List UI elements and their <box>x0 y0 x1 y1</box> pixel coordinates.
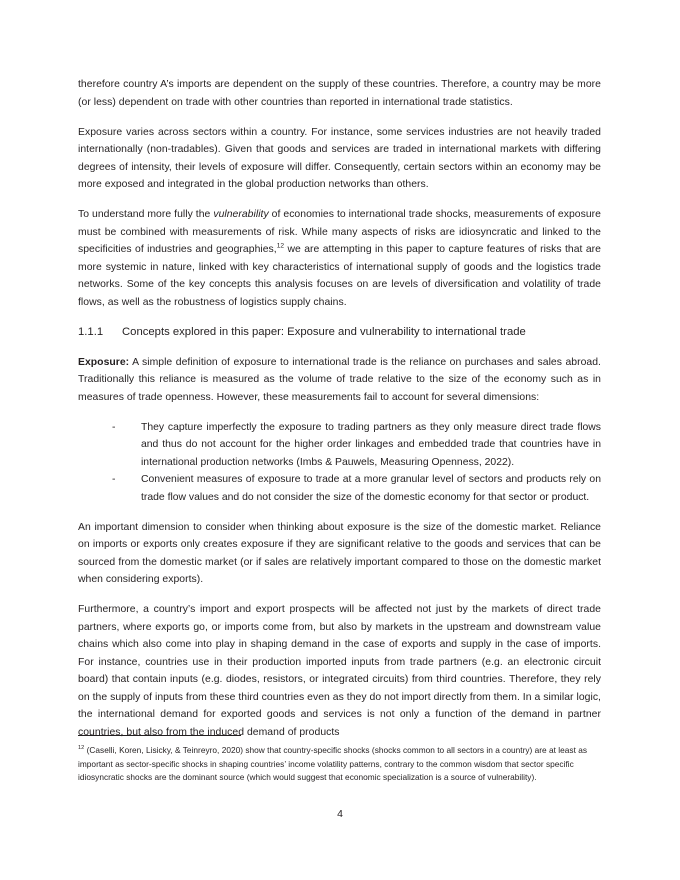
paragraph-vulnerability-risk <box>78 206 601 311</box>
paragraph-domestic-market-size: An important dimension to consider when thinking about exposure is the size of the domestic market. Reliance on imports or exports only creates exposure if they are significant relative to the goods and services that can be sourced from the domestic market (or if sales are relatively important compared to those on the domestic market when considering exports). <box>78 521 601 585</box>
paragraph-vulnerability-text-part1: To understand more fully the <box>78 209 214 220</box>
footnote-text: (Caselli, Koren, Lisicky, & Teinreyro, 2020) show that country-specific shocks (shocks common to all sectors in a country) are at least as important as sector-specific shocks in shaping countries’ income volatility patterns, contrary to the common wisdom that sector specific idiosyncratic shocks are the dominant source (which would suggest that economic specialization is a source of vulnerability). <box>78 745 588 783</box>
footnote-separator-rule <box>78 735 241 736</box>
section-heading-title: Concepts explored in this paper: Exposure and vulnerability to international trade <box>122 325 526 338</box>
paragraph-exposure-varies-sectors: Exposure varies across sectors within a country. For instance, some services industries are not heavily traded internationally (non-tradables). Given that goods and services are traded in international markets with differing degrees of intensity, their levels of exposure will differ. Consequently, certain sectors within an economy may be more exposed and integrated in the global production networks than others. <box>78 126 601 190</box>
paragraph-furthermore-value-chains: Furthermore, a country’s import and export prospects will be affected not just by the markets of direct trade partners, where exports go, or imports come from, but also by markets in the upstream and downstream value chains which also come into play in shaping demand in the case of exports and supply in the case of imports. For instance, countries use in their production imported inputs from trade partners (e.g. an electronic circuit board) that contain inputs (e.g. diodes, resistors, or integrated circuits) from third countries. Therefore, they rely on the supply of inputs from these third countries even as they do not import directly from them. In a similar logic, the international demand for exported goods and services is not only a function of the demand in partner countries, but also from the induced demand of products <box>78 604 601 738</box>
section-heading-1-1-1 <box>78 324 601 342</box>
page-number: 4 <box>337 809 343 820</box>
paragraph-intro-trade-statistics: therefore country A’s imports are dependent on the supply of these countries. Therefore, a country may be more (or less) dependent on trade with other countries than reported in international trade statistics. <box>78 79 601 108</box>
footnote-marker-12: 12 <box>78 745 85 752</box>
footnote-section <box>78 735 601 785</box>
list-item-text: They capture imperfectly the exposure to trading partners as they only measure direct trade flows and thus do not account for the higher order linkages and embedded trade that countries have in international production networks (Imbs & Pauwels, Measuring Openness, 2022). <box>141 421 601 468</box>
term-exposure-label: Exposure: <box>78 356 130 368</box>
emphasis-vulnerability: vulnerability <box>213 209 269 220</box>
paragraph-vulnerability-text-part3: we are attempting in this paper to capture features of risks that are more systemic in nature, linked with key characteristics of international supply of goods and the logistics trade networks. Some of the key concepts this analysis focuses on are levels of diversification and volatility of trade flows, as well as the robustness of logistics supply chains. <box>78 244 601 308</box>
list-item <box>78 419 601 472</box>
list-bullet-dash: - <box>112 474 116 485</box>
list-item-text: Convenient measures of exposure to trade at a more granular level of sectors and products rely on trade flow values and do not consider the size of the domestic economy for that sector or product. <box>141 474 601 503</box>
paragraph-vulnerability-text-part2: of economies to international trade shocks, measurements of exposure must be combined with measurements of risk. While many aspects of risks are idiosyncratic and linked to the specificities of industries and geographies, <box>78 209 601 255</box>
list-bullet-dash: - <box>112 421 116 433</box>
list-item <box>78 471 601 506</box>
footnote-reference-12[interactable]: 12 <box>276 242 285 250</box>
term-exposure-description: A simple definition of exposure to international trade is the reliance on purchases and sales abroad. Traditionally this reliance is measured as the volume of trade relative to the size of the economy such as in measures of trade openness. However, these measurements fail to account for several dimensions: <box>78 356 601 403</box>
page-body-content <box>78 76 601 741</box>
paragraph-exposure-definition <box>78 354 601 407</box>
footnote-12 <box>78 744 601 785</box>
section-heading-number: 1.1.1 <box>78 325 104 338</box>
dimensions-list <box>78 419 601 507</box>
